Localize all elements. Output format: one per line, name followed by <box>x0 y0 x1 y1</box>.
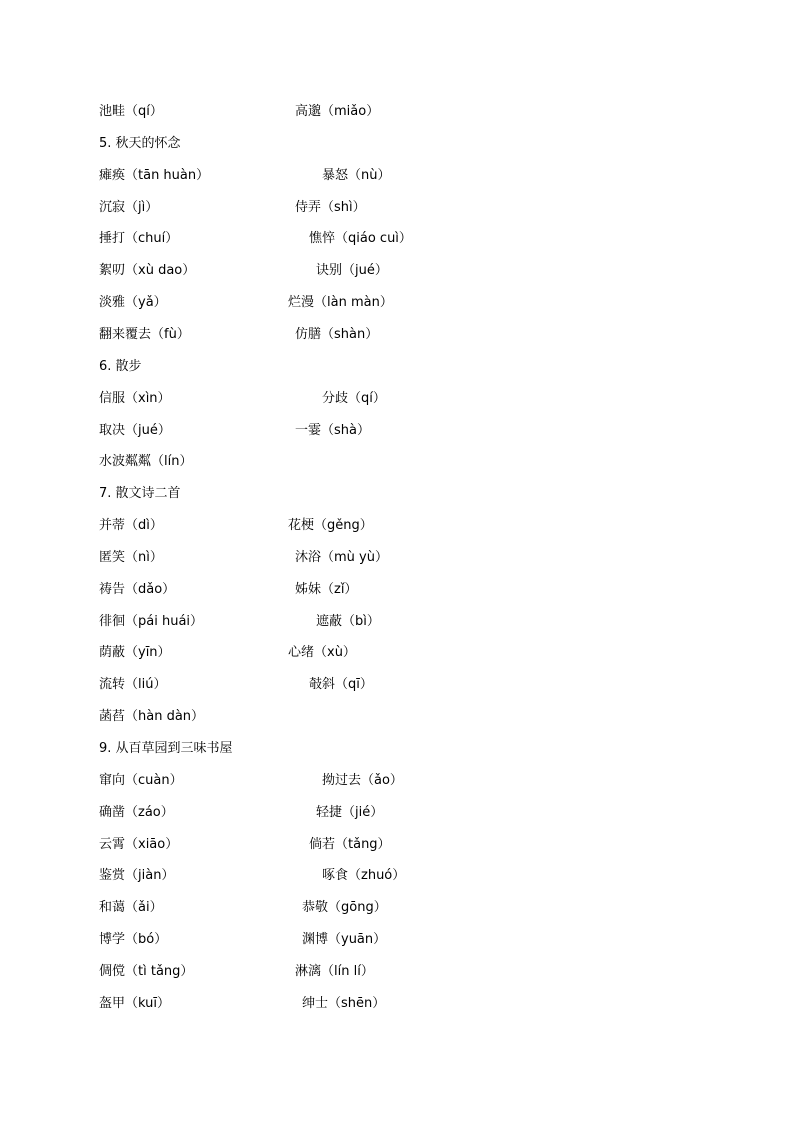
section-heading-row <box>0 357 794 377</box>
vocab-entry-right: 花梗（gěng） <box>288 518 373 534</box>
vocab-entry-right: 憔悴（qiáo cuì） <box>309 231 412 247</box>
vocab-row <box>0 102 794 122</box>
vocab-entry-left: 菡萏（hàn dàn） <box>99 709 205 725</box>
vocab-entry-right: 诀别（jué） <box>316 263 388 279</box>
vocab-entry-left: 絮叨（xù dao） <box>99 263 196 279</box>
vocab-entry-left: 池畦（qí） <box>99 104 163 119</box>
section-heading-row <box>0 484 794 504</box>
vocab-entry-right: 心绪（xù） <box>288 645 356 661</box>
vocab-entry-right: 烂漫（làn màn） <box>288 295 393 311</box>
vocab-entry-left: 博学（bó） <box>99 932 168 948</box>
section-heading: 6. 散步 <box>99 358 142 374</box>
vocab-entry-left: 捶打（chuí） <box>99 231 179 247</box>
vocab-entry-left: 信服（xìn） <box>99 390 171 406</box>
vocab-row <box>0 166 794 186</box>
vocab-row <box>0 293 794 313</box>
vocab-entry-left: 并蒂（dì） <box>99 518 163 534</box>
vocab-entry-left: 水波粼粼（lín） <box>99 454 193 470</box>
vocab-row <box>0 580 794 600</box>
vocab-entry-right: 遮蔽（bì） <box>316 613 380 629</box>
section-heading-row <box>0 739 794 759</box>
vocab-entry-left: 鉴赏（jiàn） <box>99 868 175 884</box>
vocab-entry-left: 窜向（cuàn） <box>99 772 183 788</box>
vocab-row <box>0 930 794 950</box>
vocab-entry-right: 分歧（qí） <box>322 390 386 406</box>
vocab-row <box>0 325 794 345</box>
vocab-entry-left: 祷告（dǎo） <box>99 581 176 597</box>
vocab-row <box>0 675 794 695</box>
vocab-entry-right: 高邈（miǎo） <box>295 104 380 119</box>
section-heading: 5. 秋天的怀念 <box>99 135 181 151</box>
section-heading-row <box>0 134 794 154</box>
vocab-entry-left: 徘徊（pái huái） <box>99 613 204 629</box>
vocab-row <box>0 421 794 441</box>
vocab-entry-left: 沉寂（jì） <box>99 199 159 215</box>
section-heading: 9. 从百草园到三味书屋 <box>99 741 233 756</box>
vocab-entry-right: 倘若（tǎng） <box>309 836 391 852</box>
vocab-entry-left: 翻来覆去（fù） <box>99 326 190 342</box>
vocab-entry-right: 淋漓（lín lí） <box>295 963 374 979</box>
vocab-row <box>0 994 794 1014</box>
vocab-row <box>0 835 794 855</box>
vocab-entry-left: 云霄（xiāo） <box>99 836 179 852</box>
vocab-entry-right: 沐浴（mù yù） <box>295 549 388 565</box>
vocab-entry-left: 确凿（záo） <box>99 804 174 820</box>
vocab-row <box>0 962 794 982</box>
vocab-entry-right: 绅士（shēn） <box>302 995 386 1011</box>
vocab-entry-right: 姊妹（zǐ） <box>295 581 358 597</box>
vocab-row <box>0 261 794 281</box>
vocab-row <box>0 707 794 727</box>
vocab-entry-right: 侍弄（shì） <box>295 199 366 215</box>
vocab-row <box>0 803 794 823</box>
vocab-entry-left: 和蔼（ǎi） <box>99 900 163 916</box>
section-heading: 7. 散文诗二首 <box>99 486 181 502</box>
vocab-entry-right: 渊博（yuān） <box>302 932 387 948</box>
vocab-entry-left: 倜傥（tì tǎng） <box>99 963 194 979</box>
vocab-entry-left: 荫蔽（yīn） <box>99 645 171 661</box>
vocab-entry-right: 啄食（zhuó） <box>322 868 406 884</box>
vocab-row <box>0 612 794 632</box>
vocab-row <box>0 771 794 791</box>
vocab-entry-left: 匿笑（nì） <box>99 549 163 565</box>
vocab-row <box>0 898 794 918</box>
vocab-entry-right: 攲斜（qī） <box>309 677 373 693</box>
vocab-entry-right: 恭敬（gōng） <box>302 900 387 916</box>
vocab-entry-left: 盔甲（kuī） <box>99 995 170 1011</box>
vocab-entry-right: 轻捷（jié） <box>316 804 384 820</box>
vocab-entry-left: 瘫痪（tān huàn） <box>99 167 210 183</box>
vocab-entry-left: 取决（jué） <box>99 422 171 438</box>
vocab-row <box>0 452 794 472</box>
vocab-row <box>0 643 794 663</box>
vocab-row <box>0 516 794 536</box>
vocab-row <box>0 198 794 218</box>
vocab-entry-left: 淡雅（yǎ） <box>99 295 167 311</box>
vocab-entry-right: 一霎（shà） <box>295 422 370 438</box>
vocab-entry-right: 暴怒（nù） <box>322 167 391 183</box>
vocab-entry-right: 仿膳（shàn） <box>295 326 379 342</box>
vocab-row <box>0 866 794 886</box>
vocab-row <box>0 548 794 568</box>
vocab-entry-left: 流转（liú） <box>99 677 167 693</box>
vocab-entry-right: 拗过去（ǎo） <box>322 772 403 788</box>
vocab-row <box>0 389 794 409</box>
vocab-row <box>0 229 794 249</box>
